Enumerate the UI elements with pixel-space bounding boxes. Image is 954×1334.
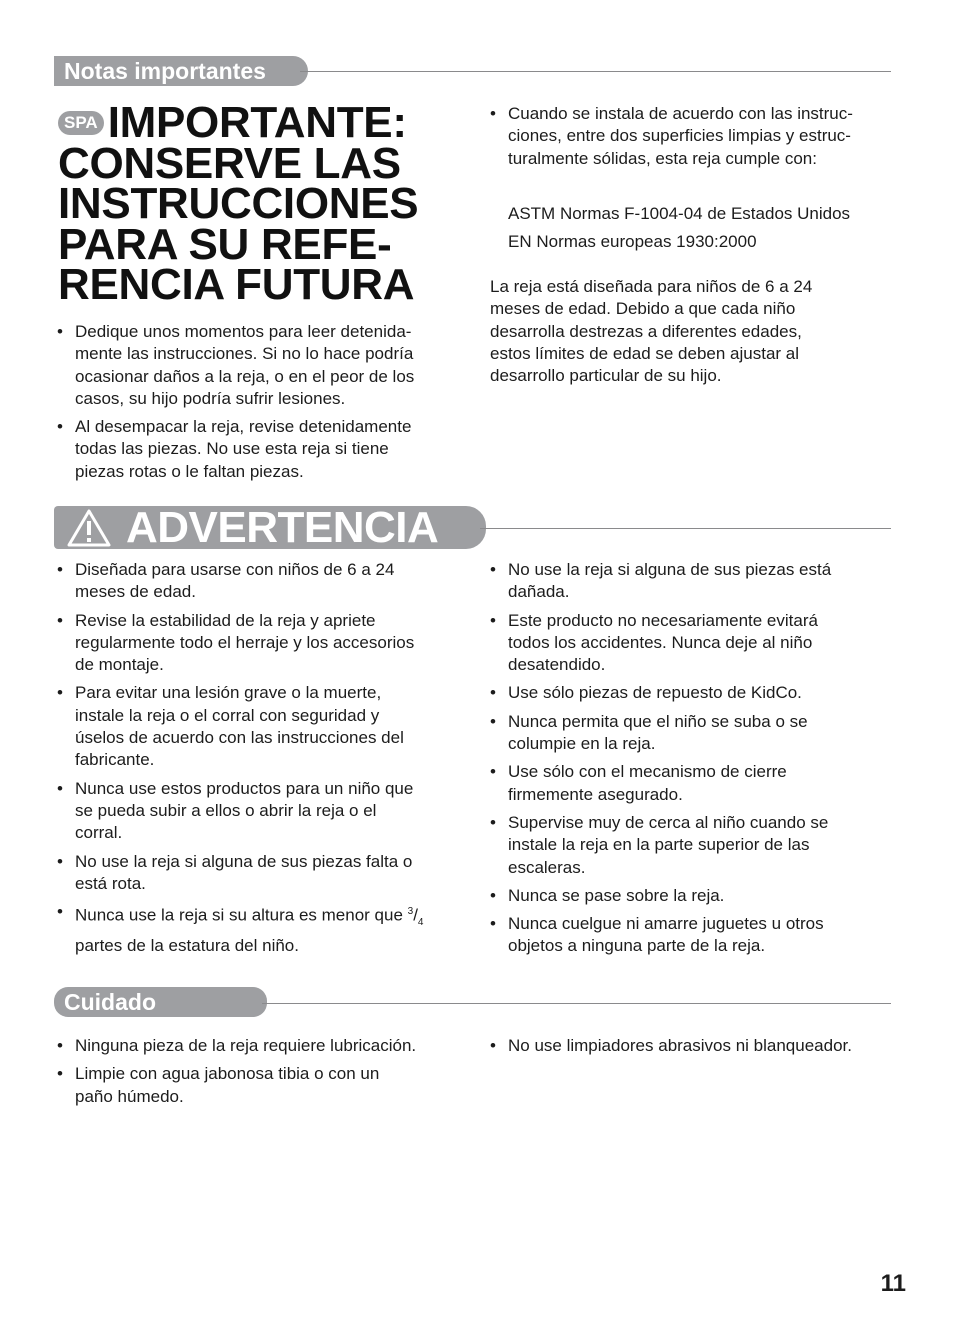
title-line-1: IMPORTANTE: <box>107 98 407 147</box>
title-line-5: RENCIA FUTURA <box>58 260 415 309</box>
list-item: • Use sólo piezas de repuesto de KidCo. <box>490 682 900 704</box>
list-item: • Para evitar una lesión grave o la muerte, instale la reja o el corral con seguridad y úselos de acuerdo con las instrucciones del fabricante. <box>57 682 467 771</box>
list-item: • Diseñada para usarse con niños de 6 a 24 meses de edad. <box>57 559 467 604</box>
section-rule-notas <box>300 71 891 72</box>
list-item: • No use la reja si alguna de sus piezas falta o está rota. <box>57 851 467 896</box>
section-label-notas: Notas importantes <box>64 58 266 84</box>
list-item: • Al desempacar la reja, revise detenidamente todas las piezas. No use esta reja si tiene piezas rotas o le faltan piezas. <box>57 416 467 483</box>
standard-en: EN Normas europeas 1930:2000 <box>508 232 757 251</box>
list-item: • Revise la estabilidad de la reja y apriete regularmente todo el herraje y los accesorios de montaje. <box>57 610 467 677</box>
section-rule-cuidado <box>262 1003 891 1004</box>
list-item: • Nunca se pase sobre la reja. <box>490 885 900 907</box>
list-item: • Nunca use la reja si su altura es menor que $^3/_4$ partes de la estatura del niño. <box>57 901 467 957</box>
list-item: • No use la reja si alguna de sus piezas está dañada. <box>490 559 900 604</box>
list-item: • Nunca cuelgue ni amarre juguetes u otros objetos a ninguna parte de la reja. <box>490 913 900 958</box>
list-item: • No use limpiadores abrasivos ni blanqueador. <box>490 1035 900 1057</box>
list-item: • Limpie con agua jabonosa tibia o con un paño húmedo. <box>57 1063 467 1108</box>
list-item: • Ninguna pieza de la reja requiere lubricación. <box>57 1035 467 1057</box>
section-label-cuidado: Cuidado <box>64 989 156 1015</box>
standard-astm: ASTM Normas F-1004-04 de Estados Unidos <box>508 204 851 223</box>
section-tab-cuidado <box>54 987 267 1017</box>
page-title <box>58 98 478 309</box>
section-label-advertencia: ADVERTENCIA <box>126 503 439 552</box>
list-item: • Nunca permita que el niño se suba o se columpie en la reja. <box>490 711 900 756</box>
cuidado-left-list <box>57 1035 467 1114</box>
list-item: • Use sólo con el mecanismo de cierre firmemente asegurado. <box>490 761 900 806</box>
advertencia-left-list <box>57 559 467 963</box>
page-number: 11 <box>880 1270 906 1297</box>
advertencia-right-list <box>490 559 900 964</box>
title-line-4: PARA SU REFE- <box>58 219 392 269</box>
section-rule-advertencia <box>480 528 891 529</box>
list-item: • Supervise muy de cerca al niño cuando se instale la reja en la parte superior de las escaleras. <box>490 812 900 879</box>
list-item: • Este producto no necesariamente evitará todos los accidentes. Nunca deje al niño desatendido. <box>490 610 900 677</box>
notas-left-list <box>57 321 467 489</box>
cuidado-right-list <box>490 1035 900 1063</box>
warning-triangle-icon <box>66 508 112 548</box>
age-paragraph: La reja está diseñada para niños de 6 a 24 meses de edad. Debido a que cada niño desarrolla destrezas a diferentes edades, estos límites de edad se deben ajustar al desarrollo particular de su hijo. <box>490 277 813 386</box>
list-item: • Nunca use estos productos para un niño que se pueda subir a ellos o abrir la reja o el corral. <box>57 778 467 845</box>
notas-right-list <box>490 103 900 176</box>
title-line-3: INSTRUCCIONES <box>58 179 419 228</box>
language-badge: SPA <box>58 111 104 135</box>
list-item: • Dedique unos momentos para leer detenida- mente las instrucciones. Si no lo hace podría ocasionar daños a la reja, o en el peor de los casos, su hijo podría sufrir lesiones. <box>57 321 467 410</box>
list-item: • Cuando se instala de acuerdo con las instruc- ciones, entre dos superficies limpias y estruc- turalmente sólidas, esta reja cumple con: <box>490 103 900 170</box>
section-tab-advertencia <box>54 503 486 552</box>
title-line-2: CONSERVE LAS <box>58 138 401 188</box>
section-tab-notas <box>54 56 308 86</box>
